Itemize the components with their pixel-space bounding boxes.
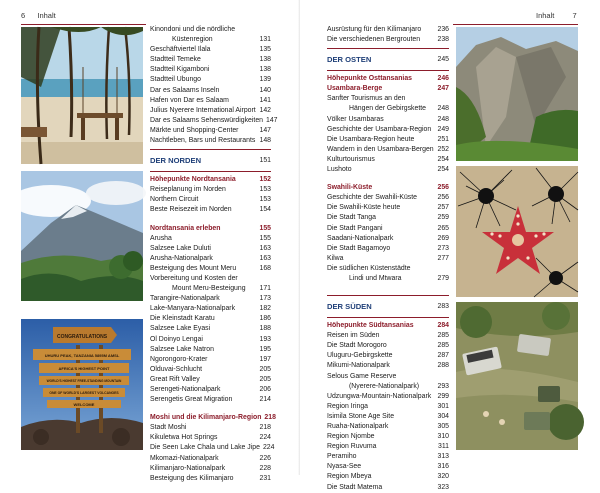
toc-subheading-title: Höhepunkte Osttansanias [327,75,413,83]
toc-spacer [327,175,449,183]
sign-line-6: WELCOME [73,402,95,407]
toc-entry-page: 323 [437,483,449,491]
toc-entry-page: 285 [437,332,449,340]
toc-entry-title: Mount Meru-Besteigung [172,285,246,293]
toc-entry [150,126,271,136]
toc-entry [327,264,449,274]
toc-entry [150,45,271,55]
toc-entry-title: Julius Nyerere International Airport [150,106,256,114]
toc-entry [150,136,271,146]
mount-meru-photo [21,171,143,301]
toc-entry-title: Dar es Salaams Inseln [150,86,220,94]
toc-section-page: 151 [259,157,271,165]
toc-entry-title: Nyasa-See [327,463,362,471]
toc-entry-title: Ngorongoro-Krater [150,355,208,363]
toc-divider [327,295,449,296]
toc-entry-page: 186 [259,315,271,323]
toc-entry [150,375,271,385]
toc-entry-page: 153 [259,196,271,204]
toc-subheading-page: 155 [259,224,271,232]
toc-entry [327,412,449,422]
toc-entry [150,314,271,324]
toc-subheading [150,175,271,185]
sign-line-3: AFRICA'S HIGHEST POINT [58,366,110,371]
toc-entry [150,234,271,244]
toc-entry-page: 131 [259,36,271,44]
toc-entry-title: Stadtteil Temeke [150,56,201,64]
toc-subheading [327,183,449,193]
toc-entry-page: 171 [259,285,271,293]
toc-entry-page: 163 [259,244,271,252]
toc-entry [327,402,449,412]
toc-entry [150,385,271,395]
toc-entry-title: Die Stadt Bagamoyo [327,244,391,252]
toc-entry [150,86,271,96]
toc-entry-title: Serengetis Great Migration [150,396,233,404]
toc-divider [150,149,271,150]
toc-entry [327,382,449,392]
toc-entry [327,104,449,114]
toc-entry-title: Geschichte der Usambara-Region [327,125,432,133]
toc-entry-page: 248 [437,105,449,113]
toc-entry-title: Great Rift Valley [150,375,200,383]
toc-entry [327,244,449,254]
toc-entry-page: 277 [437,254,449,262]
toc-entry [150,365,271,375]
toc-entry-page: 138 [259,66,271,74]
toc-entry-title: Die Seen Lake Chala und Lake Jipe [150,444,260,452]
toc-entry [327,351,449,361]
toc-entry [150,395,271,405]
left-page [0,0,300,482]
toc-entry-page: 251 [437,135,449,143]
toc-entry [327,224,449,234]
toc-entry-title: Geschichte der Swahili-Küste [327,194,418,202]
toc-entry-title: Beste Reisezeit im Norden [150,206,232,214]
toc-entry-page: 139 [259,76,271,84]
toc-subheading [327,321,449,331]
toc-entry-title: Stadtteil Ubungo [150,76,201,84]
page-number-right: 7 [572,11,577,20]
toc-entry-page: 287 [437,352,449,360]
toc-subheading-title: Swahili-Küste [327,184,373,192]
toc-entry-page: 254 [437,166,449,174]
toc-entry-title: Die Stadt Morogoro [327,342,387,350]
toc-entry [150,294,271,304]
toc-entry-title: Uluguru-Gebirgskette [327,352,393,360]
toc-entry-page: 218 [259,424,271,432]
toc-entry-title: Völker Usambaras [327,115,384,123]
toc-entry-page: 257 [437,204,449,212]
toc-entry-title: Isimila Stone Age Site [327,412,395,420]
toc-entry [327,274,449,284]
toc-entry-page: 173 [259,295,271,303]
toc-entry-page: 135 [259,46,271,54]
toc-entry-title: Kilwa [327,254,344,262]
toc-entry [327,125,449,135]
toc-divider [327,317,449,318]
toc-entry-title: Kinondoni und die nördliche [150,26,236,33]
toc-entry-page: 285 [437,342,449,350]
toc-entry [150,423,271,433]
toc-entry [327,203,449,213]
toc-entry [150,195,271,205]
toc-entry-title: Region Njombe [327,433,375,441]
toc-entry [150,345,271,355]
toc-entry-page: 299 [437,392,449,400]
toc-subheading-page: 256 [437,184,449,192]
toc-entry [327,462,449,472]
toc-entry-page: 236 [437,26,449,33]
toc-entry-page: 188 [259,325,271,333]
toc-divider [150,171,271,172]
toc-entry-title: Kilimanjaro-Nationalpark [150,464,226,472]
toc-entry-title: Märkte und Shopping-Center [150,126,239,134]
toc-entry-title: Mikumi-Nationalpark [327,362,390,370]
toc-entry [327,35,449,45]
toc-entry-page: 305 [437,423,449,430]
toc-entry-title: Saadani-Nationalpark [327,234,394,242]
toc-entry [150,55,271,65]
toc-entry-page: 168 [259,264,271,272]
toc-entry-title: Lushoto [327,166,352,174]
toc-entry-page: 148 [259,137,271,145]
toc-entry [327,392,449,402]
toc-entry-page: 259 [437,214,449,222]
toc-entry-title: Peramiho [327,453,357,461]
toc-entry-page: 228 [259,464,271,472]
toc-entry [327,361,449,371]
toc-entry-title: Stadt Moshi [150,424,187,432]
toc-entry [150,116,278,126]
toc-entry-page: 313 [437,453,449,461]
toc-entry-page: 301 [437,402,449,410]
toc-entry-page: 226 [259,454,271,462]
toc-entry-title: Die Kleinstadt Karatu [150,315,215,323]
toc-entry-title: Die Swahili-Küste heute [327,204,401,212]
sign-line-2: UHURU PEAK, TANZANIA 5895M AMSL [44,353,120,358]
toc-subheading-title: Höhepunkte Südtansanias [327,322,414,330]
toc-entry [150,35,271,45]
toc-section-title: DER OSTEN [327,55,372,65]
toc-entry-title: Udzungwa-Mountain-Nationalpark [327,392,432,400]
toc-entry-title: Küstenregion [172,36,213,44]
toc-entry-page: 140 [259,86,271,94]
toc-entry-page [268,274,271,284]
toc-subheading-page: 218 [264,414,276,422]
toc-entry [150,205,271,215]
toc-subheading-page: 284 [437,322,449,330]
toc-subheading-title: Moshi und die Kilimanjaro-Region [150,414,262,422]
header-rule-right [453,24,578,25]
toc-entry-page: 269 [437,234,449,242]
toc-entry [150,274,271,284]
toc-entry [150,244,271,254]
toc-entry [327,331,449,341]
toc-entry [150,75,271,85]
toc-entry [327,165,449,175]
toc-section-heading [150,155,271,167]
toc-section-title: DER NORDEN [150,156,202,166]
toc-spacer [150,405,271,413]
toc-entry-title: Kulturtourismus [327,155,375,163]
toc-entry-page: 279 [437,274,449,282]
toc-subheading [327,84,449,94]
toc-entry-title: Lake-Manyara-Nationalpark [150,305,236,313]
toc-entry-page: 205 [259,365,271,373]
toc-entry-page: 182 [259,305,271,313]
toc-entry-title: Reiseplanung im Norden [150,186,226,194]
toc-entry-page: 154 [259,206,271,214]
toc-entry [327,432,449,442]
toc-entry-title: Sanfter Tourismus an den [327,95,406,103]
safari-camp-aerial-photo [456,302,578,450]
toc-entry-page: 254 [437,155,449,163]
toc-entry-page: 155 [259,234,271,242]
toc-entry-page: 193 [259,335,271,343]
toc-entry [327,341,449,351]
sign-line-1: CONGRATULATIONS [56,334,108,340]
toc-entry-page: 224 [259,434,271,442]
toc-entry [150,474,271,484]
toc-entry [150,25,271,35]
toc-entry-title: Die verschiedenen Bergrouten [327,36,421,44]
toc-subheading-title: Höhepunkte Nordtansania [150,176,236,184]
toc-entry-page: 248 [437,115,449,123]
toc-section-page: 245 [437,56,449,64]
uhuru-peak-sign-photo [21,319,143,450]
toc-entry [327,213,449,223]
toc-entry-page: 252 [437,145,449,153]
toc-entry-title: Besteigung des Mount Meru [150,264,237,272]
toc-entry [150,335,271,345]
toc-entry-title: Nachtleben, Bars und Restaurants [150,137,256,145]
toc-entry-page [268,25,271,35]
toc-entry-page: 320 [437,473,449,481]
toc-entry-title: Die südlichen Küstenstädte [327,264,411,272]
toc-entry-title: Ausrüstung für den Kilimanjaro [327,26,422,33]
toc-entry-title: Olduvai-Schlucht [150,365,203,373]
toc-entry [327,483,449,493]
toc-entry [150,96,271,106]
toc-entry-page: 142 [259,106,271,114]
toc-entry-title: Arusha-Nationalpark [150,254,213,262]
toc-entry-title: Vorbereitung und Kosten der [150,274,238,282]
toc-entry-title: Hafen von Dar es Salaam [150,96,229,104]
toc-entry [327,472,449,482]
toc-entry [327,25,449,35]
toc-entry-title: Besteigung des Kilimanjaro [150,474,234,482]
toc-entry-page: 249 [437,125,449,133]
toc-entry-title: Geschäftviertel Ilala [150,46,211,54]
toc-entry [327,452,449,462]
toc-entry-title: Salzsee Lake Eyasi [150,325,211,333]
toc-entry [150,304,271,314]
toc-entry [150,355,271,365]
toc-entry-title: Stadtteil Kigamboni [150,66,210,74]
toc-entry [150,433,271,443]
toc-entry-page: 293 [437,382,449,390]
toc-section-heading [327,54,449,66]
toc-entry-page: 256 [437,194,449,202]
toc-entry-title: Ol Doinyo Lengai [150,335,203,343]
toc-entry-page: 265 [437,224,449,232]
toc-entry-page: 138 [259,56,271,64]
beach-swing-photo [21,27,143,164]
toc-entry-title: Die Usambara-Region heute [327,135,415,143]
toc-entry-title: Dar es Salaams Sehenswürdigkeiten [150,116,263,124]
toc-entry-title: Lindi und Mtwara [349,274,402,282]
toc-entry-page: 153 [259,186,271,194]
toc-entry-page: 224 [262,444,275,452]
toc-entry-page: 163 [259,254,271,262]
toc-entry-title: Ruaha-Nationalpark [327,423,389,430]
toc-section-page: 283 [437,303,449,311]
page-number-left: 6 [21,11,26,20]
toc-entry-title: Arusha [150,234,172,242]
toc-entry-page: 147 [266,116,278,124]
running-header-left: Inhalt [37,11,56,20]
toc-entry-page: 141 [259,96,271,104]
toc-entry [150,106,271,116]
sign-line-5: ONE OF WORLD'S LARGEST VOLCANOES [49,391,119,395]
toc-entry [327,254,449,264]
toc-entry-page: 214 [259,396,271,404]
toc-entry [150,185,271,195]
toc-entry [327,193,449,203]
starfish-sea-urchin-photo [456,166,578,297]
toc-entry [150,284,271,294]
toc-subheading-page: 246 [437,75,449,83]
toc-entry [150,264,271,274]
toc-entry-page: 273 [437,244,449,252]
toc-entry [327,135,449,145]
sign-line-4: WORLD'S HIGHEST FREE-STANDING MOUNTAIN [46,379,122,383]
toc-entry-title: Region Mbeya [327,473,372,481]
toc-entry [150,254,271,264]
toc-entry-page: 197 [259,355,271,363]
toc-entry [327,145,449,155]
toc-entry-title: Die Stadt Matema [327,483,383,491]
toc-entry-page: 147 [259,126,271,134]
toc-divider [327,70,449,71]
toc-entry-page: 311 [438,443,449,451]
toc-entry-page: 304 [437,412,449,420]
toc-entry-title: Serengeti-Nationalpark [150,386,221,393]
toc-entry-title: Reisen im Süden [327,332,380,340]
toc-subheading [150,224,271,234]
toc-subheading-title: Usambara-Berge [327,85,383,93]
running-header-right: Inhalt [536,11,555,20]
toc-column-right [327,25,449,493]
usambara-cliff-photo [456,27,578,161]
toc-spacer [150,216,271,224]
toc-entry [327,442,449,452]
toc-entry-title: Die Stadt Tanga [327,214,376,222]
toc-entry-title: Hängen der Gebirgskette [349,105,426,113]
right-page [300,0,600,491]
toc-section-heading [327,301,449,313]
toc-entry-title: (Nyerere-Nationalpark) [349,382,420,390]
header-rule-left [21,24,146,25]
toc-entry [150,454,271,464]
toc-entry-page: 205 [259,375,271,383]
toc-entry-page: 310 [437,433,449,441]
toc-entry [327,422,449,432]
toc-entry [327,234,449,244]
toc-entry-title: Region Iringa [327,402,368,410]
toc-entry [150,324,271,334]
toc-entry-title: Salzsee Lake Natron [150,345,214,353]
toc-entry-title: Region Ruvuma [327,443,377,451]
toc-entry-page: 316 [437,463,449,471]
toc-entry [327,94,449,104]
toc-entry-page: 288 [437,362,449,370]
toc-entry-page: 238 [437,36,449,44]
toc-entry-page: 206 [259,386,271,393]
toc-column-left [150,25,278,484]
toc-entry-page [446,372,449,382]
toc-entry-title: Mkomazi-Nationalpark [150,454,219,462]
toc-subheading-page: 247 [437,85,449,93]
toc-entry-page [446,94,449,104]
toc-section-title: DER SÜDEN [327,302,372,312]
toc-entry-title: Tarangire-Nationalpark [150,295,220,303]
toc-entry [150,65,271,75]
toc-entry [327,115,449,125]
toc-subheading-page: 152 [259,176,271,184]
toc-entry-title: Salzsee Lake Duluti [150,244,211,252]
toc-entry-page [446,264,449,274]
toc-entry-title: Die Stadt Pangani [327,224,383,232]
toc-spacer [327,284,449,292]
toc-entry-title: Kikuletwa Hot Springs [150,434,218,442]
toc-subheading [150,413,276,423]
toc-entry-title: Northern Circuit [150,196,199,204]
toc-entry-title: Wandern in den Usambara-Bergen [327,145,434,153]
toc-subheading-title: Nordtansania erleben [150,224,221,232]
toc-entry [150,464,271,474]
toc-entry [327,372,449,382]
toc-entry [150,443,275,453]
toc-entry-page: 231 [259,474,271,482]
toc-entry-title: Selous Game Reserve [327,372,397,380]
toc-entry [327,155,449,165]
toc-entry-page: 195 [259,345,271,353]
toc-divider [327,48,449,49]
toc-subheading [327,74,449,84]
